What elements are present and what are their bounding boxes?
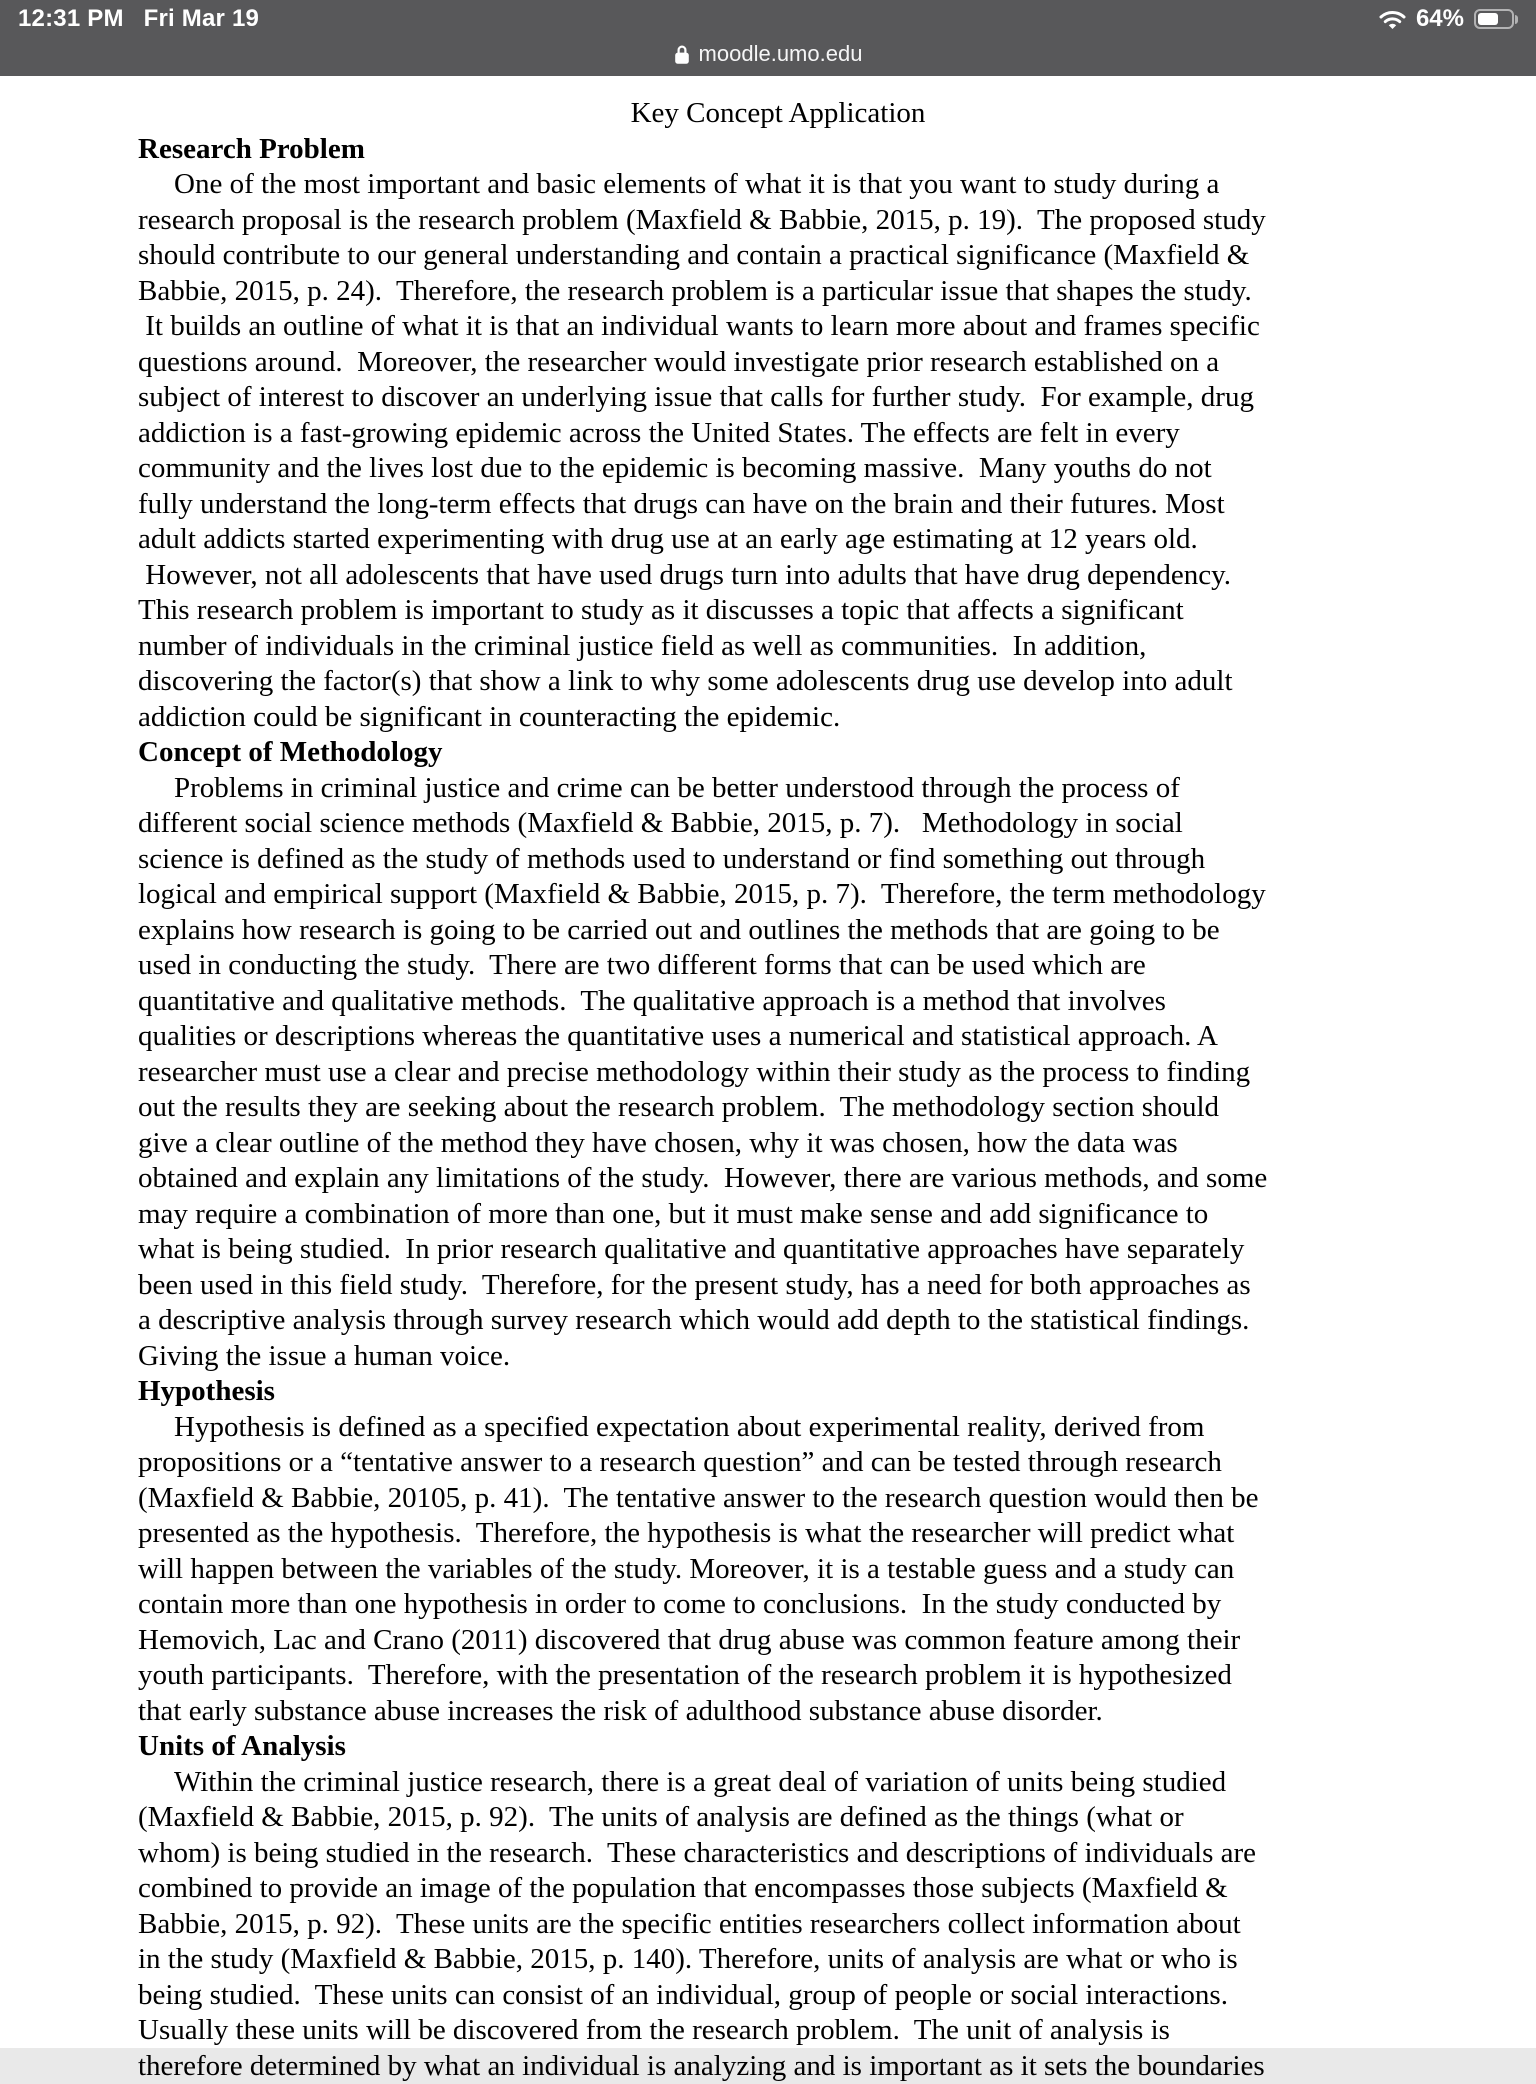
address-bar-domain: moodle.umo.edu [699, 41, 863, 67]
battery-percent: 64% [1416, 5, 1464, 33]
paragraph-line: Usually these units will be discovered from the research problem. The unit of analysis is [138, 2013, 1418, 2049]
status-bar [0, 0, 1536, 76]
paragraph-line: what is being studied. In prior research qualitative and quantitative approaches have separately [138, 1232, 1418, 1268]
battery-body [1474, 9, 1514, 29]
battery-nub [1515, 15, 1518, 24]
paragraph-line: youth participants. Therefore, with the presentation of the research problem it is hypothesized [138, 1658, 1418, 1694]
date: Fri Mar 19 [144, 5, 259, 33]
paragraph-line: number of individuals in the criminal justice field as well as communities. In addition, [138, 629, 1418, 665]
paragraph-line: Hemovich, Lac and Crano (2011) discovered that drug abuse was common feature among their [138, 1623, 1418, 1659]
paragraph-line: in the study (Maxfield & Babbie, 2015, p. 140). Therefore, units of analysis are what or who is [138, 1942, 1418, 1978]
paragraph-line: been used in this field study. Therefore, for the present study, has a need for both approaches as [138, 1268, 1418, 1304]
paragraph-line: questions around. Moreover, the researcher would investigate prior research established on a [138, 345, 1418, 381]
paragraph-line: propositions or a “tentative answer to a research question” and can be tested through research [138, 1445, 1418, 1481]
paragraph-line: subject of interest to discover an underlying issue that calls for further study. For example, drug [138, 380, 1418, 416]
lock-icon [674, 44, 690, 65]
paragraph-line: contain more than one hypothesis in order to come to conclusions. In the study conducted by [138, 1587, 1418, 1623]
paragraph-line: will happen between the variables of the study. Moreover, it is a testable guess and a study can [138, 1552, 1418, 1588]
paragraph-line: research proposal is the research problem (Maxfield & Babbie, 2015, p. 19). The proposed study [138, 203, 1418, 239]
paragraph-line: Giving the issue a human voice. [138, 1339, 1418, 1375]
paragraph-line: This research problem is important to study as it discusses a topic that affects a significant [138, 593, 1418, 629]
paragraph-line: combined to provide an image of the population that encompasses those subjects (Maxfield & [138, 1871, 1418, 1907]
paragraph-line: used in conducting the study. There are two different forms that can be used which are [138, 948, 1418, 984]
paragraph-line: being studied. These units can consist of an individual, group of people or social interactions. [138, 1978, 1418, 2014]
status-row [0, 4, 1536, 34]
section-heading: Hypothesis [138, 1374, 1418, 1410]
paragraph-line: out the results they are seeking about the research problem. The methodology section should [138, 1090, 1418, 1126]
paragraph-line: addiction could be significant in counteracting the epidemic. [138, 700, 1418, 736]
paragraph-line: different social science methods (Maxfield & Babbie, 2015, p. 7). Methodology in social [138, 806, 1418, 842]
document-title: Key Concept Application [138, 96, 1418, 132]
paragraph-line: (Maxfield & Babbie, 2015, p. 92). The units of analysis are defined as the things (what or [138, 1800, 1418, 1836]
paragraph-line: (Maxfield & Babbie, 20105, p. 41). The tentative answer to the research question would then be [138, 1481, 1418, 1517]
paragraph-line: adult addicts started experimenting with drug use at an early age estimating at 12 years old. [138, 522, 1418, 558]
paragraph-line: Babbie, 2015, p. 24). Therefore, the research problem is a particular issue that shapes the study. [138, 274, 1418, 310]
section-heading: Concept of Methodology [138, 735, 1418, 771]
paragraph-line: therefore determined by what an individual is analyzing and is important as it sets the boundaries [138, 2049, 1418, 2084]
paragraph-line: that early substance abuse increases the risk of adulthood substance abuse disorder. [138, 1694, 1418, 1730]
paragraph-line: presented as the hypothesis. Therefore, the hypothesis is what the researcher will predict what [138, 1516, 1418, 1552]
document-page[interactable] [0, 76, 1536, 2048]
paragraph-line: Hypothesis is defined as a specified expectation about experimental reality, derived from [138, 1410, 1418, 1446]
paragraph-line: Within the criminal justice research, there is a great deal of variation of units being studied [138, 1765, 1418, 1801]
address-bar[interactable] [0, 38, 1536, 70]
paragraph-line: It builds an outline of what it is that an individual wants to learn more about and frames specific [138, 309, 1418, 345]
paragraph-line: Babbie, 2015, p. 92). These units are the specific entities researchers collect information about [138, 1907, 1418, 1943]
paragraph-line: give a clear outline of the method they have chosen, why it was chosen, how the data was [138, 1126, 1418, 1162]
document [0, 76, 1536, 2084]
paragraph-line: a descriptive analysis through survey research which would add depth to the statistical findings. [138, 1303, 1418, 1339]
paragraph-line: fully understand the long-term effects that drugs can have on the brain and their futures. Most [138, 487, 1418, 523]
clock: 12:31 PM [18, 5, 124, 33]
battery-icon [1474, 9, 1518, 29]
paragraph-line: science is defined as the study of methods used to understand or find something out through [138, 842, 1418, 878]
status-left [18, 5, 259, 33]
paragraph-line: discovering the factor(s) that show a link to why some adolescents drug use develop into adult [138, 664, 1418, 700]
paragraph-line: community and the lives lost due to the epidemic is becoming massive. Many youths do not [138, 451, 1418, 487]
paragraph-line: researcher must use a clear and precise methodology within their study as the process to finding [138, 1055, 1418, 1091]
document-body [138, 132, 1418, 2084]
paragraph-line: logical and empirical support (Maxfield & Babbie, 2015, p. 7). Therefore, the term methodology [138, 877, 1418, 913]
wifi-icon [1379, 9, 1406, 29]
paragraph-line: quantitative and qualitative methods. The qualitative approach is a method that involves [138, 984, 1418, 1020]
paragraph-line: Problems in criminal justice and crime can be better understood through the process of [138, 771, 1418, 807]
section-heading: Units of Analysis [138, 1729, 1418, 1765]
battery-fill [1478, 13, 1498, 25]
paragraph-line: should contribute to our general understanding and contain a practical significance (Maxfield & [138, 238, 1418, 274]
paragraph-line: addiction is a fast-growing epidemic across the United States. The effects are felt in every [138, 416, 1418, 452]
paragraph-line: whom) is being studied in the research. These characteristics and descriptions of individuals are [138, 1836, 1418, 1872]
status-right [1379, 5, 1518, 33]
paragraph-line: may require a combination of more than one, but it must make sense and add significance to [138, 1197, 1418, 1233]
paragraph-line: qualities or descriptions whereas the quantitative uses a numerical and statistical approach. A [138, 1019, 1418, 1055]
paragraph-line: explains how research is going to be carried out and outlines the methods that are going to be [138, 913, 1418, 949]
paragraph-line: obtained and explain any limitations of the study. However, there are various methods, and some [138, 1161, 1418, 1197]
paragraph-line: However, not all adolescents that have used drugs turn into adults that have drug dependency. [138, 558, 1418, 594]
paragraph-line: One of the most important and basic elements of what it is that you want to study during a [138, 167, 1418, 203]
section-heading: Research Problem [138, 132, 1418, 168]
